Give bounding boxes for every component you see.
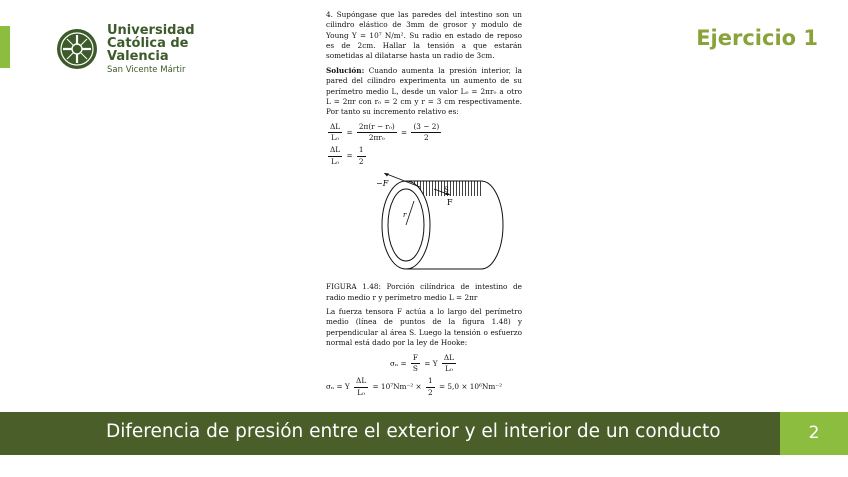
solution-label: Solución: (326, 65, 365, 75)
eq3-r-den: L₀ (445, 363, 453, 373)
footer-bar (0, 412, 848, 455)
eq4-mid: = 10⁷Nm⁻² × (372, 382, 422, 392)
slide-title: Ejercicio 1 (696, 26, 818, 50)
eq2-rhs-den: 2 (358, 156, 364, 166)
logo-name-line-2: Católica de (107, 36, 189, 51)
equation-stress-result (326, 376, 522, 398)
logo-name-line-3: Valencia (107, 49, 169, 64)
university-seal-icon (55, 27, 99, 71)
equation-relative-increment: $\frac{\Delta L}{\text{L₀}}$ = $\frac{\text{2π(r − r₀)}}{\text{2πr₀}}$ = $\frac{(3 - 2)}{2}$ (330, 121, 440, 142)
eq3-f-num: F (411, 353, 420, 364)
figure-caption: FIGURA 1.48: Porción cilíndrica de intestino de radio medio r y perímetro medio L = 2πr (326, 282, 522, 302)
eq4-h-den: 2 (428, 387, 433, 397)
logo-name-line-1: Universidad (107, 23, 195, 38)
cylinder-figure (356, 173, 522, 276)
fig-label-s: S (444, 186, 449, 195)
footer-title: Diferencia de presión entre el exterior y el interior de un conducto (106, 421, 721, 442)
eq4-f-den: L₀ (357, 387, 365, 397)
equation-hooke (326, 353, 522, 375)
eq3-f-den: S (412, 363, 418, 373)
eq1-rhs-num: (3 − 2) (411, 122, 441, 133)
eq2-lhs-num: ΔL (328, 145, 342, 156)
eq4-h-num: 1 (426, 376, 435, 387)
eq1-rhs-den: 2 (423, 132, 429, 142)
cylinder-diagram (356, 173, 506, 273)
eq3-r-num: ΔL (442, 353, 456, 364)
eq1-mid-den: 2πr₀ (368, 132, 385, 142)
logo-subtitle: San Vicente Mártir (107, 65, 186, 75)
footer-title-band (0, 412, 780, 455)
eq4-end: = 5,0 × 10⁶Nm⁻² (438, 382, 503, 392)
eq2-rhs-num: 1 (357, 145, 366, 156)
fig-label-minus-f: −F (376, 179, 389, 189)
eq1-mid-num: 2π(r − r₀) (357, 122, 397, 133)
eq2-lhs-den: L₀ (331, 156, 339, 166)
page-number-box (780, 412, 848, 455)
problem-statement: 4. Supóngase que las paredes del intestino son un cilindro elástico de 3mm de grosor y modulo de Young Y = 10⁷ N/m². Su radio en estado de reposo es de 2cm. Hallar la tensión a que estarán sometidas al dilatarse hasta un radio de 3cm. (326, 10, 522, 61)
solution-paragraph (326, 66, 522, 118)
fig-label-r: r (403, 211, 407, 220)
fig-label-f: F (447, 198, 453, 208)
eq1-lhs-num: ΔL (328, 122, 342, 133)
eq1-lhs-den: L₀ (331, 132, 339, 142)
eq3-lhs: σₙ = (389, 358, 407, 368)
solution-text: Cuando aumenta la presión interior, la pared del cilindro experimenta un aumento de su perímetro medio L, desde un valor L₀ = 2πr₀ a otro L = 2πr con r₀ = 2 cm y r = 3 cm respectivamente. Por tanto su incremento relativo es: (326, 65, 522, 117)
university-logo (55, 24, 195, 75)
accent-bar (0, 26, 10, 68)
hooke-paragraph: La fuerza tensora F actúa a lo largo del perímetro medio (línea de puntos de la figura 1.48) y perpendicular al área S. Luego la tensión o esfuerzo normal está dado por la ley de Hooke: (326, 307, 522, 348)
exercise-document (326, 10, 522, 400)
eq4-lhs: σₙ = Y (326, 382, 350, 392)
page-number: 2 (808, 423, 820, 443)
eq3-mid: = Y (424, 358, 438, 368)
equation-result-half: $\frac{\Delta L}{\text{L₀}}$ = $\frac{1}{2}$ (330, 145, 364, 166)
eq4-f-num: ΔL (354, 376, 368, 387)
